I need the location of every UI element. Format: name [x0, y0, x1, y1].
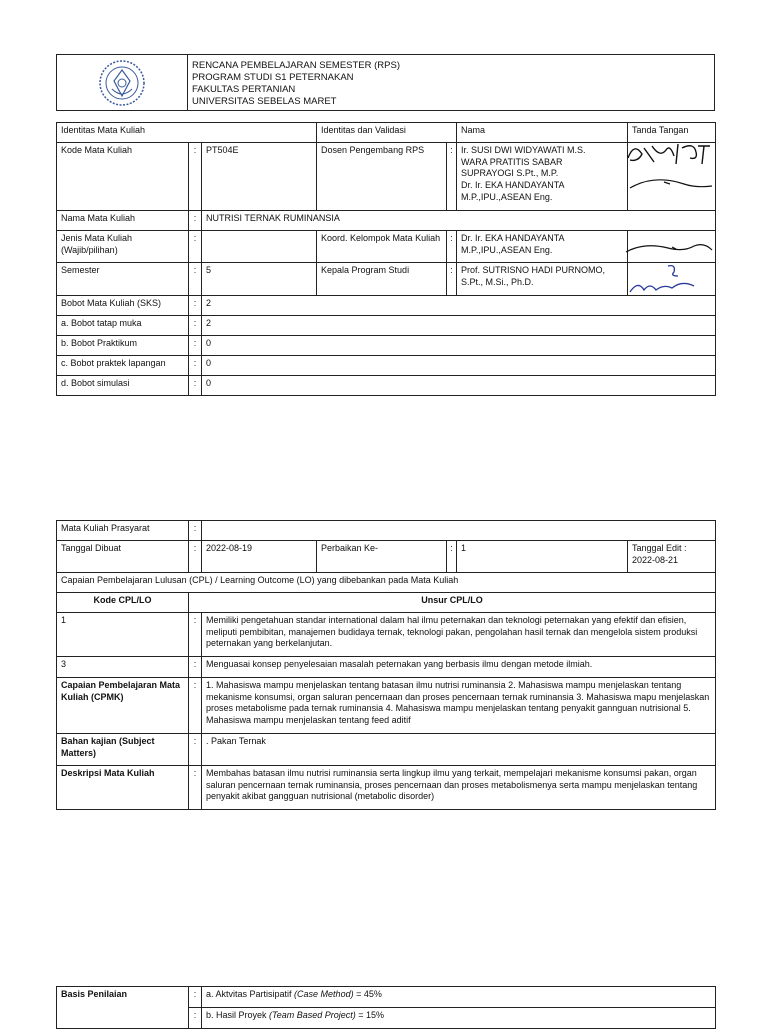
assessment-item-suffix: = 15% [355, 1010, 385, 1020]
prasyarat-value [202, 521, 716, 541]
identity-table [56, 122, 716, 396]
colon: : [447, 143, 457, 211]
tanggal-edit: Tanggal Edit : 2022-08-21 [628, 541, 716, 573]
colon: : [189, 376, 202, 396]
bobot-label: b. Bobot Praktikum [57, 336, 189, 356]
university-logo [97, 59, 147, 107]
colon: : [189, 1008, 202, 1029]
bahan-kajian-label: Bahan kajian (Subject Matters) [57, 734, 189, 766]
bobot-label: a. Bobot tatap muka [57, 316, 189, 336]
colon: : [189, 231, 202, 263]
koord-name: Dr. Ir. EKA HANDAYANTA M.P.,IPU.,ASEAN Eng. [457, 231, 628, 263]
dosen-name: SUPRAYOGI S.Pt., M.P. [461, 168, 559, 179]
bobot-label: Bobot Mata Kuliah (SKS) [57, 296, 189, 316]
jenis-label: Jenis Mata Kuliah (Wajib/pilihan) [57, 231, 189, 263]
colon: : [447, 263, 457, 296]
cpl-title: Capaian Pembelajaran Lulusan (CPL) / Learning Outcome (LO) yang dibebankan pada Mata Kuliah [57, 573, 716, 593]
dosen-name: Dr. Ir. EKA HANDAYANTA [461, 180, 565, 191]
header-title [192, 60, 400, 108]
colon: : [189, 211, 202, 231]
assessment-table [56, 986, 716, 1029]
nama-mk-value: NUTRISI TERNAK RUMINANSIA [202, 211, 716, 231]
tanda-tangan-header: Tanda Tangan [628, 123, 716, 143]
header-line: UNIVERSITAS SEBELAS MARET [192, 96, 337, 107]
colon: : [189, 521, 202, 541]
perbaikan-label: Perbaikan Ke- [317, 541, 447, 573]
signature-koord [624, 238, 716, 260]
assessment-item-prefix: b. Hasil Proyek [206, 1010, 270, 1020]
semester-label: Semester [57, 263, 189, 296]
kode-label: Kode Mata Kuliah [57, 143, 189, 211]
colon: : [189, 316, 202, 336]
identitas-mk-header: Identitas Mata Kuliah [57, 123, 317, 143]
semester-value: 5 [202, 263, 317, 296]
colon: : [447, 541, 457, 573]
colon: : [189, 263, 202, 296]
unsur-cpl-header: Unsur CPL/LO [189, 593, 716, 613]
kode-value: PT504E [202, 143, 317, 211]
colon: : [189, 613, 202, 657]
header-line: PROGRAM STUDI S1 PETERNAKAN [192, 72, 354, 83]
colon: : [189, 296, 202, 316]
bobot-value: 0 [202, 376, 716, 396]
cpl-code: 3 [57, 657, 189, 678]
dosen-names [457, 143, 628, 211]
bobot-value: 0 [202, 356, 716, 376]
colon: : [189, 356, 202, 376]
bobot-label: d. Bobot simulasi [57, 376, 189, 396]
colon: : [189, 541, 202, 573]
assessment-item [202, 987, 716, 1008]
colon: : [189, 336, 202, 356]
jenis-value [202, 231, 317, 263]
cpl-text: Menguasai konsep penyelesaian masalah peternakan yang berbasis ilmu dengan metode ilmiah. [202, 657, 716, 678]
colon: : [189, 766, 202, 810]
koord-label: Koord. Kelompok Mata Kuliah [317, 231, 447, 263]
deskripsi-text: Membahas batasan ilmu nutrisi ruminansia serta lingkup ilmu yang terkait, mempelajari mekanisme konsumsi pakan, organ saluran pencernaan ternak ruminansia, proses pencernaan dan proses metabolismenya serta mampu menjelaskan tentang penyakit akibat gangguan nutrisional (metabolic disorder) [202, 766, 716, 810]
kaprodi-label: Kepala Program Studi [317, 263, 447, 296]
basis-penilaian-label: Basis Penilaian [57, 987, 189, 1029]
cpmk-label: Capaian Pembelajaran Mata Kuliah (CPMK) [57, 678, 189, 734]
signature-kaprodi [624, 262, 716, 296]
dosen-name: Ir. SUSI DWI WIDYAWATI M.S. [461, 145, 586, 155]
kaprodi-name: Prof. SUTRISNO HADI PURNOMO, S.Pt., M.Si., Ph.D. [457, 263, 628, 296]
bobot-value: 2 [202, 296, 716, 316]
identitas-validasi-header: Identitas dan Validasi [317, 123, 457, 143]
colon: : [189, 678, 202, 734]
header-line: RENCANA PEMBELAJARAN SEMESTER (RPS) [192, 60, 400, 71]
assessment-item-method: (Case Method) [294, 989, 354, 999]
kode-cpl-header: Kode CPL/LO [57, 593, 189, 613]
deskripsi-label: Deskripsi Mata Kuliah [57, 766, 189, 810]
cpmk-text: 1. Mahasiswa mampu menjelaskan tentang batasan ilmu nutrisi ruminansia 2. Mahasiswa mampu menjelaskan tentang mekanisme konsumsi, organ saluran pencernaan dan proses pencernaan ternak ruminansia 3. Mahasiswa mapu menjelaskan proses metabolisme pada ternak ruminansia 4. Mahasiswa mampu menjelaskan tentang penyakit gannguan nutrisional 5. Mahasiswa mampu menjelaskan tentang feed aditif [202, 678, 716, 734]
logo-cell [57, 55, 188, 110]
dosen-name: WARA PRATITIS SABAR [461, 156, 563, 167]
bobot-value: 0 [202, 336, 716, 356]
colon: : [189, 143, 202, 211]
nama-mk-label: Nama Mata Kuliah [57, 211, 189, 231]
signature-dosen [624, 138, 716, 200]
nama-header: Nama [457, 123, 628, 143]
assessment-item-method: (Team Based Project) [269, 1010, 356, 1020]
colon: : [447, 231, 457, 263]
assessment-item-suffix: = 45% [353, 989, 382, 999]
assessment-item-prefix: a. Aktvitas Partisipatif [206, 989, 295, 999]
document-header [56, 54, 715, 111]
course-table [56, 520, 716, 810]
colon: : [189, 657, 202, 678]
bobot-label: c. Bobot praktek lapangan [57, 356, 189, 376]
colon: : [189, 987, 202, 1008]
tanggal-dibuat-label: Tanggal Dibuat [57, 541, 189, 573]
colon: : [189, 734, 202, 766]
tanggal-dibuat-value: 2022-08-19 [202, 541, 317, 573]
bahan-kajian-text: . Pakan Ternak [202, 734, 716, 766]
prasyarat-label: Mata Kuliah Prasyarat [57, 521, 189, 541]
bobot-value: 2 [202, 316, 716, 336]
dosen-label: Dosen Pengembang RPS [317, 143, 447, 211]
dosen-name: M.P.,IPU.,ASEAN Eng. [461, 191, 553, 202]
assessment-item [202, 1008, 716, 1029]
cpl-text: Memiliki pengetahuan standar international dalam hal ilmu peternakan dan teknologi peternakan yang efektif dan efisien, meliputi pembibitan, manajemen budidaya ternak, teknologi pakan, pengolahan hasil ternak dan mengelola sistem produksi peternakan yang berkelanjutan. [202, 613, 716, 657]
perbaikan-value: 1 [457, 541, 628, 573]
header-line: FAKULTAS PERTANIAN [192, 84, 296, 95]
cpl-code: 1 [57, 613, 189, 657]
